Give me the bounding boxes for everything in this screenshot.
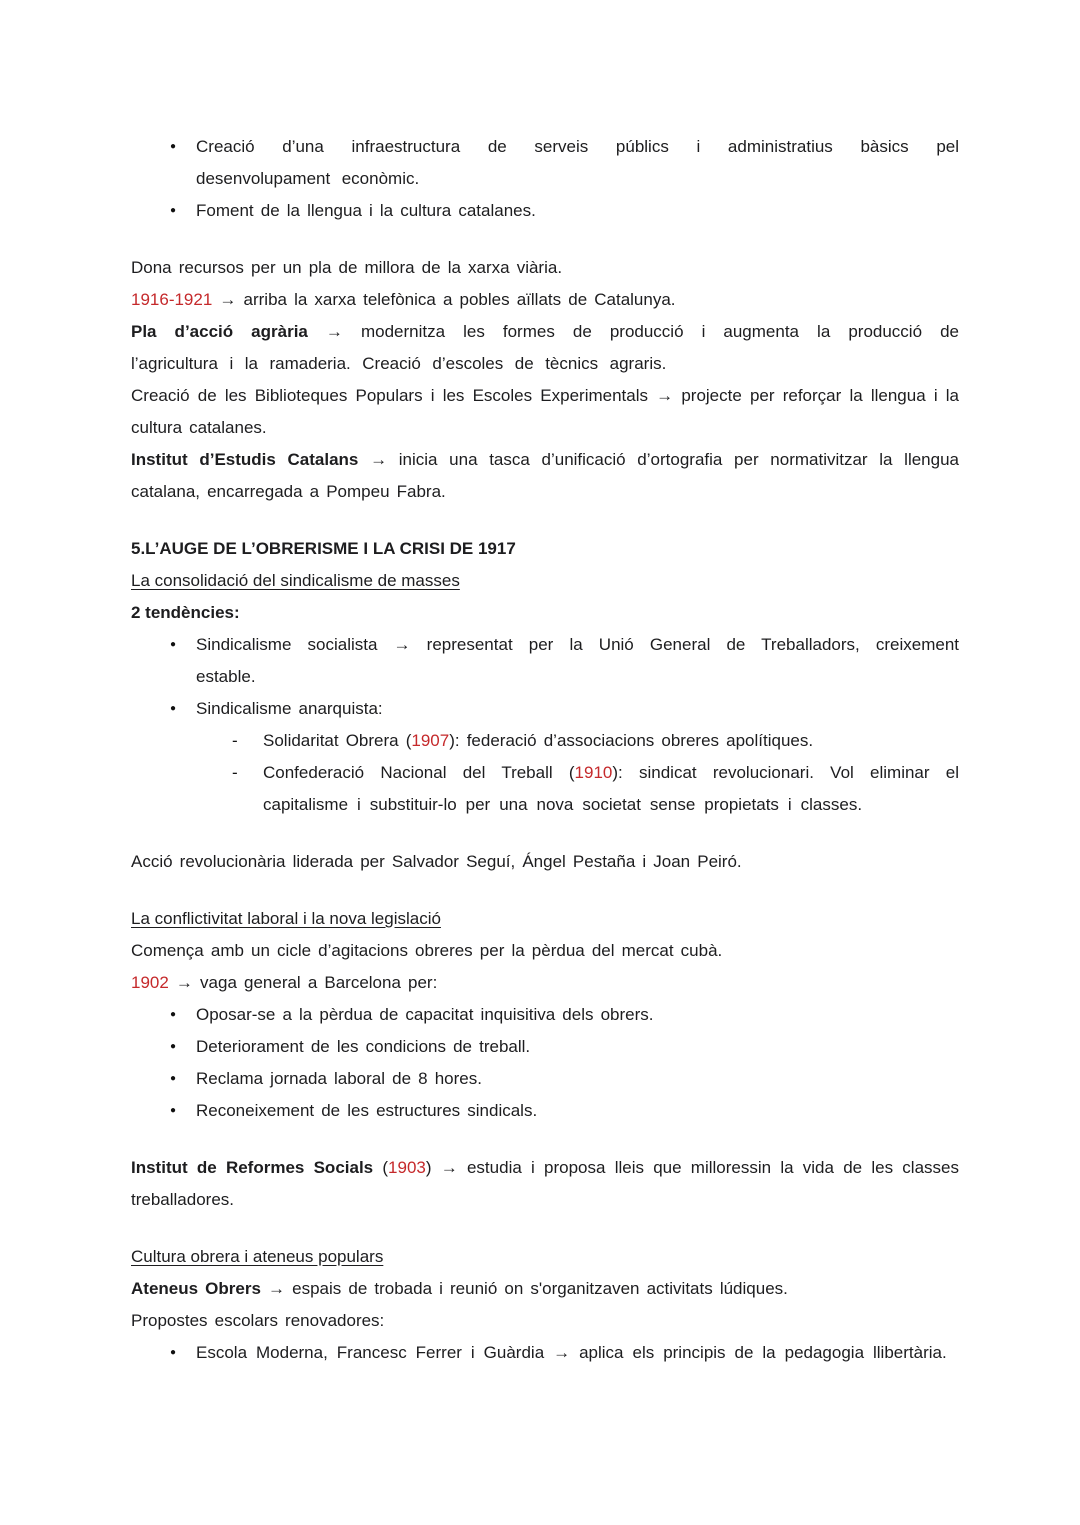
- text-run: Dona recursos per un pla de millora de la xarxa viària.: [131, 258, 563, 277]
- text-run: Reconeixement de les estructures sindicals.: [196, 1101, 538, 1120]
- subsection-heading: [131, 1241, 959, 1273]
- text-run: → arriba la xarxa telefònica a pobles aïllats de Catalunya.: [212, 290, 676, 309]
- dash-icon: -: [232, 763, 238, 782]
- term-text: 2 tendències:: [131, 603, 240, 622]
- date-text: 1907: [411, 731, 450, 750]
- text-run: Propostes escolars renovadores:: [131, 1311, 385, 1330]
- text-run: → espais de trobada i reunió on s'organitzaven activitats lúdiques.: [260, 1279, 788, 1298]
- bullet-list-item: [131, 1095, 959, 1127]
- list-item-text: [196, 693, 959, 725]
- paragraph: [131, 252, 959, 284]
- text-run: Reclama jornada laboral de 8 hores.: [196, 1069, 482, 1088]
- text-run: Acció revolucionària liderada per Salvador Seguí, Ángel Pestaña i Joan Peiró.: [131, 852, 742, 871]
- text-run: Oposar-se a la pèrdua de capacitat inquisitiva dels obrers.: [196, 1005, 654, 1024]
- list-item-text: [196, 1031, 959, 1063]
- paragraph: [131, 284, 959, 316]
- text-run: ) → estudia i proposa lleis que milloressin la vida de les classes treballadores.: [131, 1158, 959, 1209]
- text-run: Deteriorament de les condicions de treball.: [196, 1037, 531, 1056]
- list-item-text: [196, 999, 959, 1031]
- list-item-text: [196, 1063, 959, 1095]
- text-run: Creació de les Biblioteques Populars i les Escoles Experimentals → projecte per reforçar la llengua i la cultura catalanes.: [131, 386, 959, 437]
- bullet-list-item: [131, 195, 959, 227]
- bullet-icon: ●: [170, 703, 177, 714]
- bullet-icon: ●: [170, 141, 177, 152]
- list-item-text: [196, 1337, 959, 1369]
- paragraph: [131, 846, 959, 878]
- text-run: Escola Moderna, Francesc Ferrer i Guàrdia → aplica els principis de la pedagogia llibertària.: [196, 1343, 947, 1362]
- list-item-text: [263, 725, 959, 757]
- text-run: Comença amb un cicle d’agitacions obreres per la pèrdua del mercat cubà.: [131, 941, 723, 960]
- bullet-icon: ●: [170, 205, 177, 216]
- paragraph-gap: [131, 508, 959, 533]
- dash-list-item: [131, 725, 959, 757]
- bullet-list-item: [131, 693, 959, 725]
- subsection-heading: [131, 903, 959, 935]
- bullet-list-item: [131, 1337, 959, 1369]
- paragraph: [131, 597, 959, 629]
- paragraph-gap: [131, 1127, 959, 1152]
- term-text: Institut d’Estudis Catalans: [131, 450, 359, 469]
- term-text: Institut de Reformes Socials: [131, 1158, 374, 1177]
- bullet-list-item: [131, 1063, 959, 1095]
- heading-text: 5.L’AUGE DE L’OBRERISME I LA CRISI DE 1917: [131, 539, 516, 558]
- text-run: Solidaritat Obrera (: [263, 731, 412, 750]
- paragraph: [131, 1305, 959, 1337]
- dash-list-item: [131, 757, 959, 821]
- text-run: → modernitza les formes de producció i augmenta la producció de l’agricultura i la ramaderia. Creació d’escoles de tècnics agraris.: [131, 322, 959, 373]
- paragraph-gap: [131, 1216, 959, 1241]
- text-run: ): sindicat revolucionari. Vol eliminar el capitalisme i substituir-lo per una nova societat sense propietats i classes.: [263, 763, 959, 814]
- list-item-text: [263, 757, 959, 821]
- paragraph: [131, 1152, 959, 1216]
- paragraph: [131, 935, 959, 967]
- date-text: 1903: [388, 1158, 426, 1177]
- text-run: → vaga general a Barcelona per:: [168, 973, 438, 992]
- bullet-list-item: [131, 629, 959, 693]
- list-item-text: [196, 195, 959, 227]
- bullet-icon: ●: [170, 639, 177, 650]
- bullet-icon: ●: [170, 1009, 177, 1020]
- paragraph: [131, 316, 959, 380]
- paragraph: [131, 444, 959, 508]
- bullet-list-item: [131, 999, 959, 1031]
- paragraph-gap: [131, 821, 959, 846]
- date-text: 1910: [574, 763, 613, 782]
- text-run: Sindicalisme socialista → representat per la Unió General de Treballadors, creixement estable.: [196, 635, 959, 686]
- paragraph: [131, 380, 959, 444]
- heading-text: Cultura obrera i ateneus populars: [131, 1247, 384, 1266]
- list-item-text: [196, 1095, 959, 1127]
- date-text: 1916-1921: [131, 290, 213, 309]
- text-run: Sindicalisme anarquista:: [196, 699, 383, 718]
- paragraph: [131, 1273, 959, 1305]
- heading-text: La consolidació del sindicalisme de masses: [131, 571, 460, 590]
- heading-text: La conflictivitat laboral i la nova legislació: [131, 909, 441, 928]
- list-item-text: [196, 131, 959, 195]
- term-text: Pla d’acció agrària: [131, 322, 308, 341]
- bullet-icon: ●: [170, 1347, 177, 1358]
- text-run: Creació d’una infraestructura de serveis públics i administratius bàsics pel desenvolupament econòmic.: [196, 137, 959, 188]
- text-run: (: [373, 1158, 389, 1177]
- date-text: 1902: [131, 973, 169, 992]
- text-run: ): federació d’associacions obreres apolítiques.: [449, 731, 814, 750]
- bullet-icon: ●: [170, 1105, 177, 1116]
- list-item-text: [196, 629, 959, 693]
- dash-icon: -: [232, 731, 238, 750]
- term-text: Ateneus Obrers: [131, 1279, 261, 1298]
- text-run: → inicia una tasca d’unificació d’ortografia per normativitzar la llengua catalana, encarregada a Pompeu Fabra.: [131, 450, 959, 501]
- paragraph-gap: [131, 878, 959, 903]
- text-run: Confederació Nacional del Treball (: [263, 763, 575, 782]
- bullet-list-item: [131, 131, 959, 195]
- bullet-list-item: [131, 1031, 959, 1063]
- paragraph-gap: [131, 227, 959, 252]
- bullet-icon: ●: [170, 1041, 177, 1052]
- paragraph: [131, 967, 959, 999]
- bullet-icon: ●: [170, 1073, 177, 1084]
- section-heading: [131, 533, 959, 565]
- text-run: Foment de la llengua i la cultura catalanes.: [196, 201, 536, 220]
- subsection-heading: [131, 565, 959, 597]
